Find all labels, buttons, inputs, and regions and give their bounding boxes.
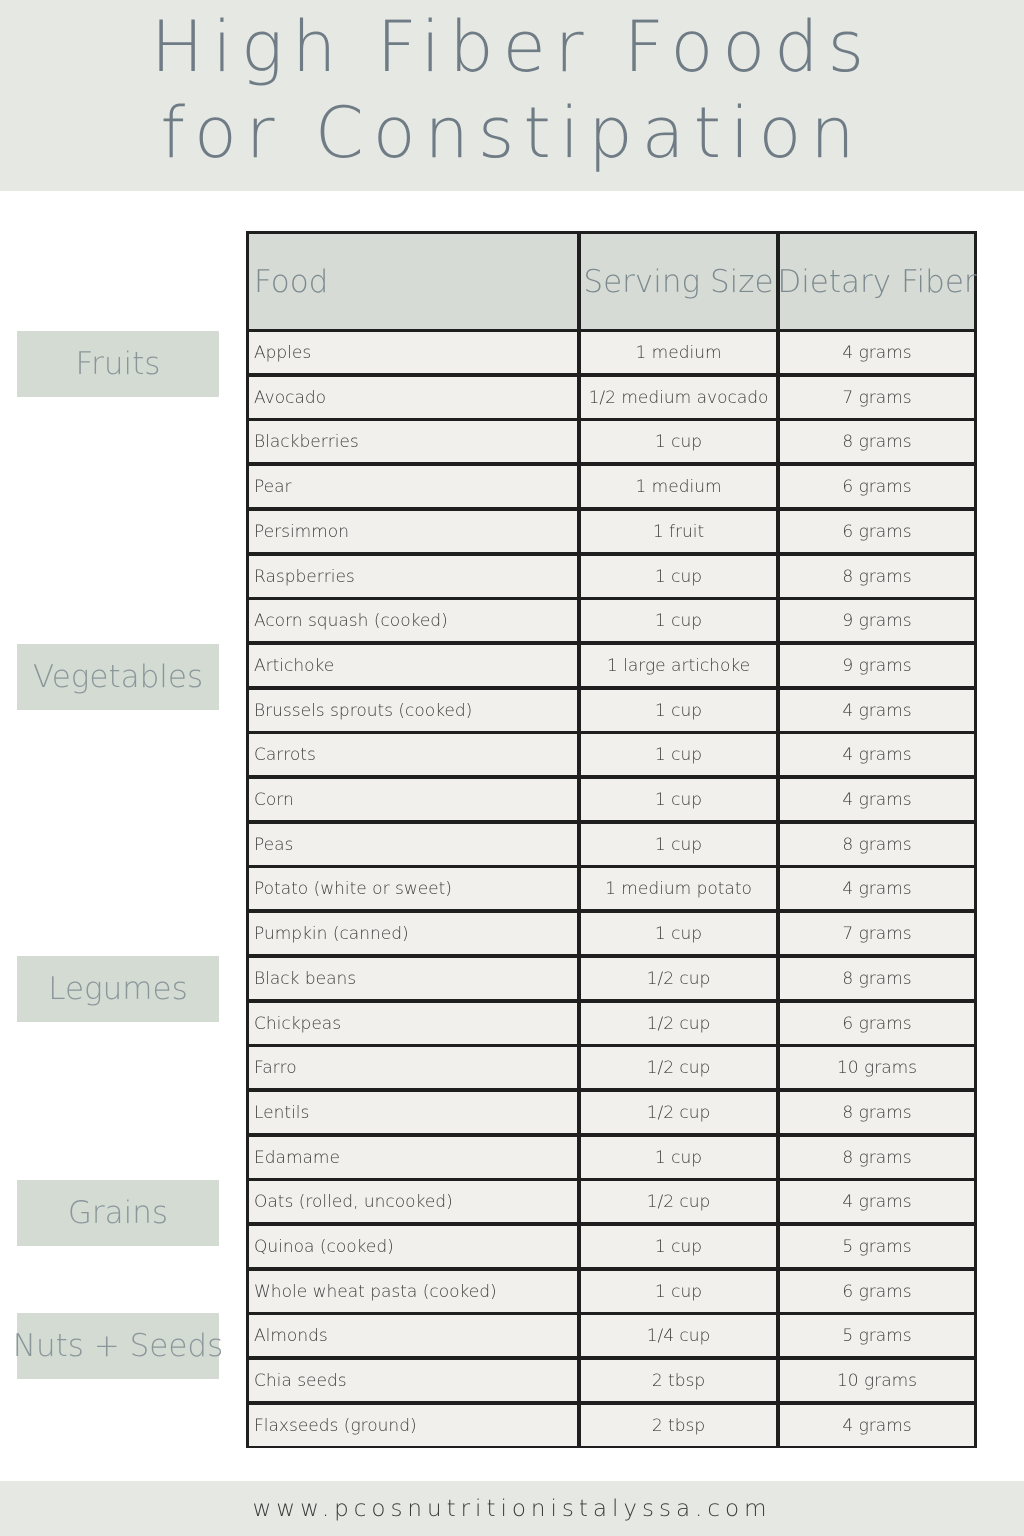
table-row: [246, 1137, 977, 1178]
dietary-fiber-cell: 5 grams: [780, 1315, 974, 1356]
table-row: [246, 1271, 977, 1312]
table-row: [246, 600, 977, 641]
page-title-line-2: for Constipation: [160, 92, 864, 174]
serving-size-cell: 1/2 medium avocado: [581, 377, 776, 418]
food-cell: Pumpkin (canned): [249, 913, 577, 954]
dietary-fiber-cell: 8 grams: [780, 421, 974, 462]
serving-size-cell: 1 medium: [581, 332, 776, 373]
table-row: [246, 1360, 977, 1401]
table-row: [246, 1003, 977, 1044]
dietary-fiber-cell: 4 grams: [780, 1181, 974, 1222]
food-cell: Acorn squash (cooked): [249, 600, 577, 641]
dietary-fiber-cell: 6 grams: [780, 466, 974, 507]
food-cell: Almonds: [249, 1315, 577, 1356]
column-header-food: Food: [249, 234, 577, 329]
dietary-fiber-cell: 6 grams: [780, 1003, 974, 1044]
dietary-fiber-cell: 6 grams: [780, 511, 974, 552]
page-title-line-1: High Fiber Foods: [150, 6, 874, 88]
dietary-fiber-cell: 8 grams: [780, 824, 974, 865]
dietary-fiber-cell: 6 grams: [780, 1271, 974, 1312]
table-row: [246, 421, 977, 462]
food-cell: Blackberries: [249, 421, 577, 462]
food-cell: Pear: [249, 466, 577, 507]
serving-size-cell: 1 cup: [581, 556, 776, 597]
serving-size-cell: 2 tbsp: [581, 1360, 776, 1401]
dietary-fiber-cell: 5 grams: [780, 1226, 974, 1267]
serving-size-cell: 1/2 cup: [581, 1047, 776, 1088]
serving-size-cell: 1 cup: [581, 913, 776, 954]
dietary-fiber-cell: 8 grams: [780, 958, 974, 999]
serving-size-cell: 1/2 cup: [581, 1092, 776, 1133]
table-row: [246, 1092, 977, 1133]
dietary-fiber-cell: 9 grams: [780, 600, 974, 641]
dietary-fiber-cell: 4 grams: [780, 868, 974, 909]
serving-size-cell: 1 cup: [581, 1271, 776, 1312]
food-cell: Lentils: [249, 1092, 577, 1133]
food-cell: Chia seeds: [249, 1360, 577, 1401]
table-row: [246, 734, 977, 775]
serving-size-cell: 2 tbsp: [581, 1405, 776, 1446]
dietary-fiber-cell: 4 grams: [780, 779, 974, 820]
dietary-fiber-cell: 7 grams: [780, 913, 974, 954]
serving-size-cell: 1/4 cup: [581, 1315, 776, 1356]
food-cell: Whole wheat pasta (cooked): [249, 1271, 577, 1312]
table-row: [246, 690, 977, 731]
serving-size-cell: 1 large artichoke: [581, 645, 776, 686]
food-cell: Edamame: [249, 1137, 577, 1178]
footer-url: www.pcosnutritionistalyssa.com: [0, 1481, 1024, 1536]
table-row: [246, 958, 977, 999]
table-row: [246, 511, 977, 552]
dietary-fiber-cell: 4 grams: [780, 332, 974, 373]
category-label-fruits: Fruits: [17, 331, 219, 397]
serving-size-cell: 1 cup: [581, 1226, 776, 1267]
food-cell: Corn: [249, 779, 577, 820]
serving-size-cell: 1 cup: [581, 600, 776, 641]
dietary-fiber-cell: 7 grams: [780, 377, 974, 418]
table-row: [246, 868, 977, 909]
food-cell: Quinoa (cooked): [249, 1226, 577, 1267]
category-label-vegetables: Vegetables: [17, 644, 219, 710]
serving-size-cell: 1 medium: [581, 466, 776, 507]
food-cell: Peas: [249, 824, 577, 865]
table-row: [246, 1181, 977, 1222]
table-row: [246, 1405, 977, 1446]
dietary-fiber-cell: 8 grams: [780, 1137, 974, 1178]
food-cell: Raspberries: [249, 556, 577, 597]
food-cell: Potato (white or sweet): [249, 868, 577, 909]
serving-size-cell: 1 cup: [581, 824, 776, 865]
food-cell: Artichoke: [249, 645, 577, 686]
food-cell: Avocado: [249, 377, 577, 418]
dietary-fiber-cell: 4 grams: [780, 734, 974, 775]
food-cell: Farro: [249, 1047, 577, 1088]
food-cell: Flaxseeds (ground): [249, 1405, 577, 1446]
category-label-grains: Grains: [17, 1180, 219, 1246]
serving-size-cell: 1 cup: [581, 690, 776, 731]
food-cell: Persimmon: [249, 511, 577, 552]
serving-size-cell: 1 cup: [581, 1137, 776, 1178]
dietary-fiber-cell: 10 grams: [780, 1360, 974, 1401]
serving-size-cell: 1/2 cup: [581, 958, 776, 999]
food-cell: Brussels sprouts (cooked): [249, 690, 577, 731]
dietary-fiber-cell: 8 grams: [780, 556, 974, 597]
dietary-fiber-cell: 9 grams: [780, 645, 974, 686]
serving-size-cell: 1/2 cup: [581, 1181, 776, 1222]
food-cell: Carrots: [249, 734, 577, 775]
fiber-table: [246, 231, 977, 1448]
column-header-dietary-fiber: Dietary Fiber: [780, 234, 974, 329]
serving-size-cell: 1 cup: [581, 421, 776, 462]
food-cell: Black beans: [249, 958, 577, 999]
serving-size-cell: 1 medium potato: [581, 868, 776, 909]
dietary-fiber-cell: 4 grams: [780, 1405, 974, 1446]
serving-size-cell: 1 fruit: [581, 511, 776, 552]
column-header-serving-size: Serving Size: [581, 234, 776, 329]
table-row: [246, 1315, 977, 1356]
serving-size-cell: 1/2 cup: [581, 1003, 776, 1044]
table-row: [246, 1047, 977, 1088]
category-label-nuts-seeds: Nuts + Seeds: [17, 1313, 219, 1379]
serving-size-cell: 1 cup: [581, 734, 776, 775]
food-cell: Apples: [249, 332, 577, 373]
dietary-fiber-cell: 8 grams: [780, 1092, 974, 1133]
serving-size-cell: 1 cup: [581, 779, 776, 820]
table-row: [246, 779, 977, 820]
table-row: [246, 377, 977, 418]
table-row: [246, 824, 977, 865]
food-cell: Chickpeas: [249, 1003, 577, 1044]
table-row: [246, 466, 977, 507]
page-header: [0, 0, 1024, 191]
table-row: [246, 913, 977, 954]
food-cell: Oats (rolled, uncooked): [249, 1181, 577, 1222]
table-row: [246, 556, 977, 597]
table-row: [246, 645, 977, 686]
dietary-fiber-cell: 4 grams: [780, 690, 974, 731]
category-label-legumes: Legumes: [17, 956, 219, 1022]
table-row: [246, 1226, 977, 1267]
table-row: [246, 332, 977, 373]
dietary-fiber-cell: 10 grams: [780, 1047, 974, 1088]
